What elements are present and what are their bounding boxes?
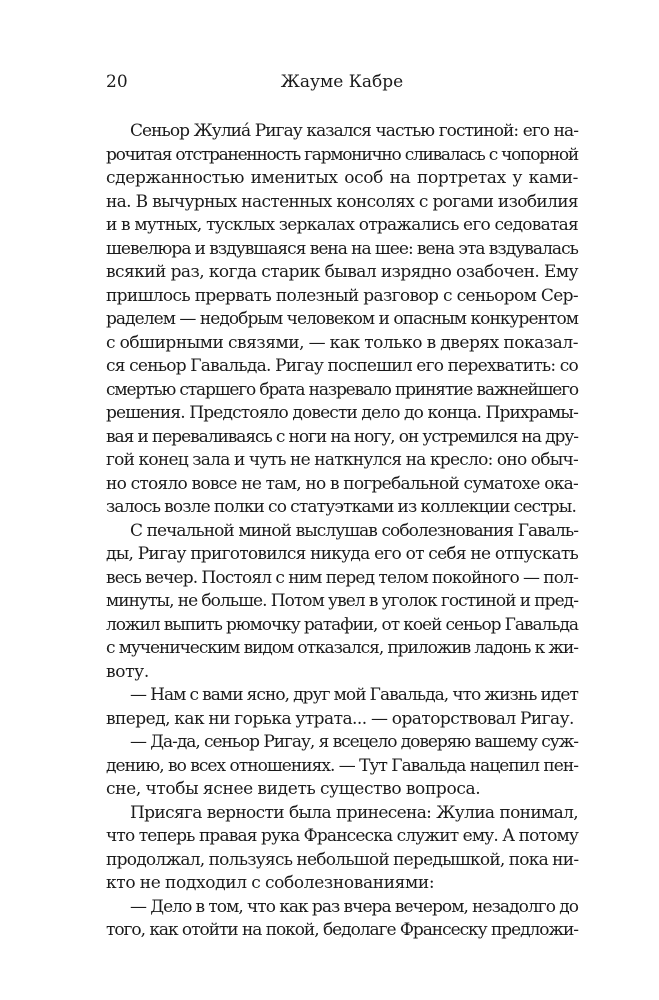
text-line: и в мутных, тусклых зеркалах отражались его седоватая (106, 215, 578, 235)
text-line: ды, Ригау приготовился никуда его от себя не отпускать (106, 544, 578, 564)
body-text (106, 120, 578, 943)
text-line: с мученическим видом отказался, приложив ладонь к жи- (106, 638, 578, 658)
text-line: того, как отойти на покой, бедолаге Франсеску предложи- (106, 920, 578, 940)
text-line: всякий раз, когда старик бывал изрядно озабочен. Ему (106, 262, 578, 282)
text-line: вперед, как ни горька утрата... — ораторствовал Ригау. (106, 708, 574, 729)
text-line: минуты, не больше. Потом увел в уголок гостиной и пред- (106, 591, 578, 611)
text-line: кто не подходил с соболезнованиями: (106, 873, 435, 893)
text-line: на. В вычурных настенных консолях с рогами изобилия (106, 191, 578, 212)
running-head (106, 71, 578, 93)
text-line: ся сеньор Гавальда. Ригау поспешил его перехватить: со (106, 356, 578, 376)
text-line: вая и переваливаясь с ноги на ногу, он устремился на дру- (106, 426, 578, 447)
text-line: решения. Предстояло довести дело до конца. Прихрамы- (106, 403, 578, 423)
text-line: с обширными связями, — как только в дверях показал- (106, 332, 578, 353)
text-line: но стояло вовсе не там, но в погребальной суматохе ока- (106, 473, 578, 494)
page-number: 20 (106, 72, 128, 92)
text-line: сне, чтобы яснее видеть существо вопроса. (106, 779, 481, 799)
text-line: шевелюра и вздувшаяся вена на шее: вена эта вздувалась (106, 238, 578, 259)
text-line: продолжал, пользуясь небольшой передышкой, пока ни- (106, 849, 579, 870)
text-line: весь вечер. Постоял с ним перед телом покойного — пол- (106, 567, 578, 588)
text-line: сдержанностью именитых особ на портретах у ками- (106, 168, 578, 188)
text-line: Сеньор Жулиа́ Ригау казался частью гостиной: его на- (130, 121, 578, 141)
text-line: Присяга верности была принесена: Жулиа понимал, (130, 802, 578, 823)
text-line: — Нам с вами ясно, друг мой Гавальда, что жизнь идет (130, 685, 578, 705)
text-line: дению, во всех отношениях. — Тут Гавальда нацепил пен- (106, 755, 578, 776)
running-title: Жауме Кабре (280, 72, 404, 92)
text-line: воту. (106, 661, 149, 682)
text-line: ложил выпить рюмочку ратафии, от коей сеньор Гавальда (106, 614, 578, 635)
text-line: гой конец зала и чуть не наткнулся на кресло: оно обыч- (106, 450, 578, 470)
text-line: — Дело в том, что как раз вчера вечером, незадолго до (130, 896, 578, 917)
text-line: раделем — недобрым человеком и опасным конкурентом (106, 309, 578, 329)
text-line: рочитая отстраненность гармонично сливалась с чопорной (106, 144, 578, 165)
text-line: залось возле полки со статуэтками из коллекции сестры. (106, 497, 577, 517)
text-line: что теперь правая рука Франсеска служит ему. А потому (106, 826, 578, 846)
text-line: С печальной миной выслушав соболезнования Гаваль- (130, 520, 578, 541)
text-line: пришлось прервать полезный разговор с сеньором Сер- (106, 285, 578, 306)
text-line: — Да-да, сеньор Ригау, я всецело доверяю вашему суж- (130, 732, 578, 752)
text-line: смертью старшего брата назревало принятие важнейшего (106, 379, 578, 400)
